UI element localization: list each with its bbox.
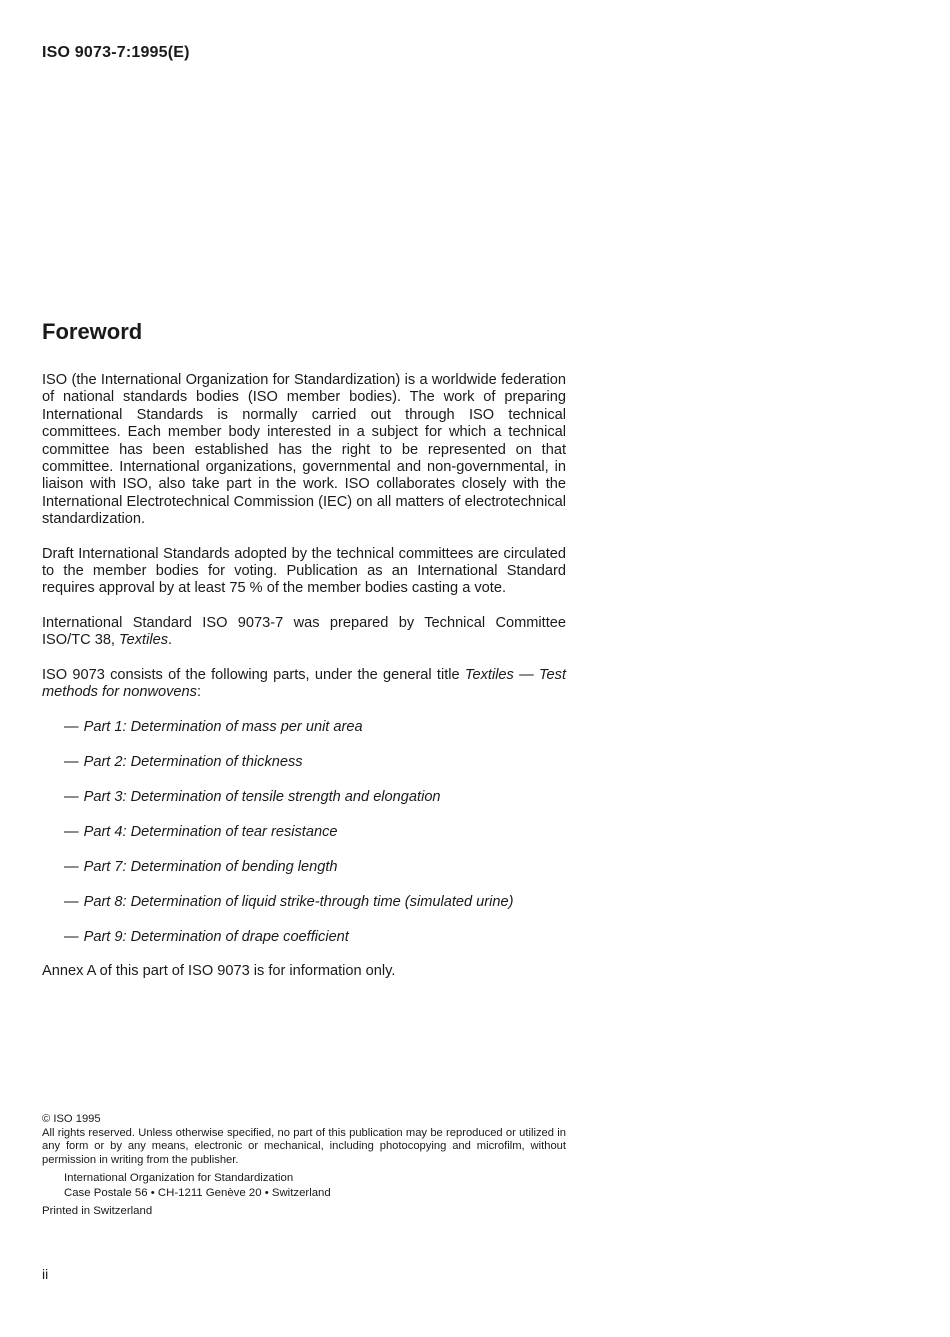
list-dash: — [64,788,79,805]
part-label: Part 7: Determination of bending length [83,858,338,875]
part-label: Part 3: Determination of tensile strength and elongation [83,788,441,805]
annex-note: Annex A of this part of ISO 9073 is for information only. [42,962,396,979]
list-dash: — [64,753,79,770]
foreword-body [42,372,566,980]
publisher-address [64,1171,566,1201]
copyright-line: © ISO 1995 [42,1113,101,1125]
rights-statement: All rights reserved. Unless otherwise specified, no part of this publication may be reproduced or utilized in any form or by any means, electronic or mechanical, including photocopying and microfilm, without permission in writing from the publisher. [42,1126,566,1166]
prepared-by-end: . [168,632,173,649]
list-dash: — [64,928,79,945]
parts-intro-end: : [196,684,202,701]
general-title: Textiles — Test methods for nonwovens [42,666,566,701]
part-label: Part 2: Determination of thickness [83,753,303,770]
part-label: Part 4: Determination of tear resistance [83,823,338,840]
list-item [64,929,566,964]
committee-title: Textiles [119,632,168,649]
list-dash: — [64,823,79,840]
foreword-heading: Foreword [42,319,143,344]
paragraph-draft-standards: Draft International Standards adopted by the technical committees are circulated to the member bodies for voting. Publication as an International Standard requires approval by at least 75 % of the member bodies casting a vote. [42,545,566,597]
parts-list [42,719,566,964]
list-item [64,754,566,789]
copyright-block [42,1113,566,1219]
paragraph-iso-intro: ISO (the International Organization for Standardization) is a worldwide federation of national standards bodies (ISO member bodies). The work of preparing International Standards is normally carried out through ISO technical committees. Each member body interested in a subject for which a technical committee has been established has the right to be represented on that committee. International organizations, governmental and non-governmental, in liaison with ISO, also take part in the work. ISO collaborates closely with the International Electrotechnical Commission (IEC) on all matters of electrotechnical standardization. [42,372,566,528]
list-item [64,859,566,894]
part-label: Part 8: Determination of liquid strike-through time (simulated urine) [83,893,514,910]
list-item [64,789,566,824]
paragraph-prepared-by [42,615,566,650]
part-label: Part 9: Determination of drape coefficient [83,928,349,945]
page-number: ii [42,1266,49,1282]
list-item [64,719,566,754]
list-dash: — [64,893,79,910]
publisher-name: International Organization for Standardization [64,1172,294,1184]
prepared-by-text: International Standard ISO 9073-7 was prepared by Technical Committee ISO/TC 38, [42,614,566,649]
list-item [64,824,566,859]
parts-intro-text: ISO 9073 consists of the following parts, under the general title [42,666,465,683]
printed-in: Printed in Switzerland [42,1205,153,1217]
paragraph-parts-intro [42,667,566,702]
list-item [64,894,566,929]
part-label: Part 1: Determination of mass per unit area [83,718,363,735]
publisher-postal: Case Postale 56 • CH-1211 Genève 20 • Switzerland [64,1187,331,1199]
document-code: ISO 9073-7:1995(E) [42,44,190,61]
list-dash: — [64,858,79,875]
list-dash: — [64,718,79,735]
